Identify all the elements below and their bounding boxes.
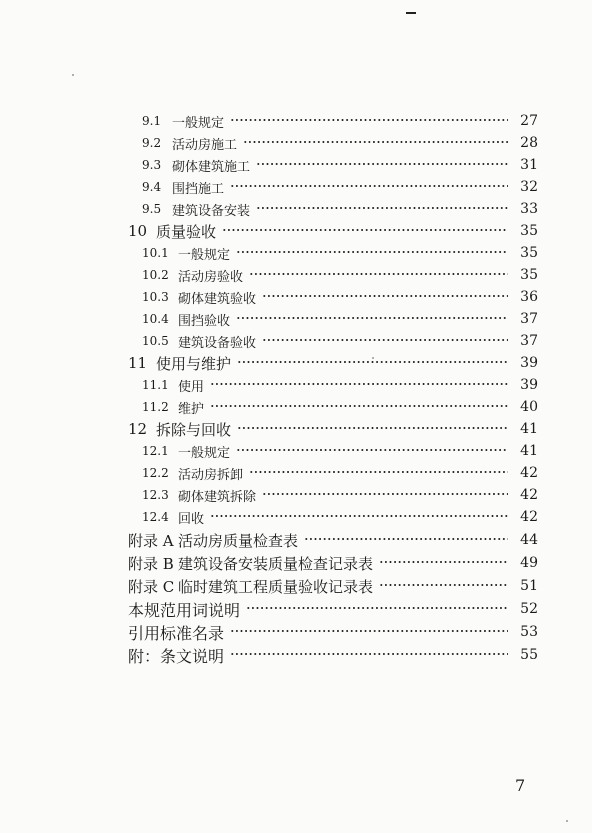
toc-entry[interactable]	[0, 374, 592, 396]
toc-entry-title: 建筑设备安装质量检查记录表	[178, 554, 374, 573]
toc-entry[interactable]	[0, 308, 592, 330]
toc-entry[interactable]	[0, 176, 592, 198]
toc-entry-number: 12.2	[142, 466, 169, 480]
toc-entry-title: 一般规定	[172, 115, 225, 131]
dot-leader	[236, 247, 508, 257]
dot-leader	[222, 225, 508, 235]
toc-entry-number: 10.3	[142, 290, 169, 304]
toc-entry-title: 活动房施工	[172, 137, 238, 153]
toc-entry[interactable]	[0, 264, 592, 286]
dot-leader	[236, 445, 508, 455]
toc-entry[interactable]	[0, 132, 592, 154]
toc-entry-title: 质量验收	[156, 222, 217, 241]
toc-entry-number: 9.5	[142, 202, 162, 216]
toc-entry-title: 回收	[178, 511, 205, 527]
toc-entry-title: 附：条文说明	[128, 646, 225, 666]
toc-entry-title: 引用标准名录	[128, 623, 225, 643]
toc-entry[interactable]	[0, 462, 592, 484]
toc-entry-title: 建筑设备安装	[172, 203, 251, 219]
toc-entry-title: 围挡验收	[178, 313, 231, 329]
toc-entry-title: 使用与维护	[156, 354, 232, 373]
toc-entry[interactable]	[0, 529, 592, 551]
toc-entry-page: 39	[520, 377, 538, 393]
toc-entry-page: 44	[520, 532, 538, 548]
dot-leader	[304, 534, 508, 544]
toc-entry[interactable]	[0, 440, 592, 462]
toc-entry[interactable]	[0, 552, 592, 574]
toc-entry-page: 42	[520, 509, 538, 525]
toc-entry-page: 51	[520, 578, 538, 594]
dot-leader	[237, 357, 508, 367]
toc-entry-title: 使用	[178, 379, 205, 395]
dot-leader	[249, 467, 508, 477]
toc-entry[interactable]	[0, 598, 592, 620]
toc-entry[interactable]	[0, 154, 592, 176]
toc-entry-title: 维护	[178, 401, 205, 417]
toc-entry-page: 52	[520, 601, 538, 617]
toc-entry[interactable]	[0, 418, 592, 440]
dot-leader	[230, 649, 508, 659]
dot-leader	[236, 313, 508, 323]
dot-leader	[210, 511, 508, 521]
toc-entry-number: 9.2	[142, 136, 162, 150]
toc-entry[interactable]	[0, 198, 592, 220]
toc-entry[interactable]	[0, 621, 592, 643]
toc-entry[interactable]	[0, 242, 592, 264]
toc-entry-title: 围挡施工	[172, 181, 225, 197]
toc-entry-page: 37	[520, 333, 538, 349]
toc-entry-page: 41	[520, 421, 538, 437]
toc-entry-number: 9.3	[142, 158, 162, 172]
toc-entry-number: 10.2	[142, 268, 169, 282]
toc-entry-title: 砌体建筑施工	[172, 159, 251, 175]
toc-entry-page: 42	[520, 465, 538, 481]
dot-leader	[262, 291, 508, 301]
toc-entry-title: 活动房质量检查表	[178, 531, 299, 550]
toc-entry-number: 9.4	[142, 180, 162, 194]
dot-leader	[379, 557, 508, 567]
toc-entry-page: 41	[520, 443, 538, 459]
toc-entry-number: 12	[128, 420, 148, 438]
toc-entry-number: 11.1	[142, 378, 169, 392]
toc-entry-page: 40	[520, 399, 538, 415]
toc-entry[interactable]	[0, 575, 592, 597]
toc-entry-number: 附录 C	[128, 577, 175, 596]
dot-leader	[230, 115, 508, 125]
toc-entry[interactable]	[0, 644, 592, 666]
toc-entry-page: 55	[520, 647, 538, 663]
toc-entry-number: 9.1	[142, 114, 162, 128]
toc-entry-title: 一般规定	[178, 445, 231, 461]
toc-entry-number: 10.4	[142, 312, 169, 326]
dot-leader	[256, 203, 508, 213]
toc-entry-title: 拆除与回收	[156, 420, 232, 439]
dot-leader	[210, 379, 508, 389]
dot-leader	[230, 626, 508, 636]
dot-leader	[237, 423, 508, 433]
toc-entry-page: 37	[520, 311, 538, 327]
toc-entry-page: 42	[520, 487, 538, 503]
toc-entry-title: 建筑设备验收	[178, 335, 257, 351]
toc-entry-number: 10.5	[142, 334, 169, 348]
toc-entry[interactable]	[0, 484, 592, 506]
dot-leader	[262, 335, 508, 345]
toc-entry-title: 一般规定	[178, 247, 231, 263]
toc-entry-title: 活动房拆卸	[178, 467, 244, 483]
toc-entry-page: 35	[520, 223, 538, 239]
toc-entry-title: 临时建筑工程质量验收记录表	[178, 577, 374, 596]
toc-entry-title: 砌体建筑验收	[178, 291, 257, 307]
dot-leader	[210, 401, 508, 411]
toc-entry-page: 53	[520, 624, 538, 640]
toc-entry[interactable]	[0, 506, 592, 528]
toc-entry-page: 36	[520, 289, 538, 305]
page-number: 7	[515, 776, 526, 795]
toc-entry[interactable]	[0, 352, 592, 374]
dot-leader	[246, 603, 508, 613]
toc-entry-number: 12.3	[142, 488, 169, 502]
toc-entry[interactable]	[0, 220, 592, 242]
toc-entry-title: 砌体建筑拆除	[178, 489, 257, 505]
toc-entry-number: 附录 B	[128, 554, 174, 573]
toc-entry-number: 11.2	[142, 400, 169, 414]
toc-entry-number: 12.1	[142, 444, 169, 458]
toc-entry-page: 35	[520, 267, 538, 283]
dot-leader	[256, 159, 508, 169]
toc-entry-number: 附录 A	[128, 531, 174, 550]
toc-entry[interactable]	[0, 286, 592, 308]
toc-entry-page: 33	[520, 201, 538, 217]
toc-entry-page: 35	[520, 245, 538, 261]
dot-leader	[249, 269, 508, 279]
toc-entry-title: 活动房验收	[178, 269, 244, 285]
dot-leader	[262, 489, 508, 499]
dot-leader	[230, 181, 508, 191]
toc-entry-number: 10	[128, 222, 148, 240]
toc-entry[interactable]	[0, 396, 592, 418]
dot-leader	[379, 580, 508, 590]
dot-leader	[243, 137, 508, 147]
toc-entry-page: 49	[520, 555, 538, 571]
toc-entry-number: 12.4	[142, 510, 169, 524]
toc-entry[interactable]	[0, 330, 592, 352]
toc-entry-number: 11	[128, 354, 148, 372]
toc-entry-page: 39	[520, 355, 538, 371]
toc-entry-page: 31	[520, 157, 538, 173]
toc-entry-page: 28	[520, 135, 538, 151]
toc-entry-number: 10.1	[142, 246, 169, 260]
toc-entry-page: 27	[520, 113, 538, 129]
toc-entry[interactable]	[0, 110, 592, 132]
toc-entry-page: 32	[520, 179, 538, 195]
toc-entry-title: 本规范用词说明	[128, 600, 241, 620]
